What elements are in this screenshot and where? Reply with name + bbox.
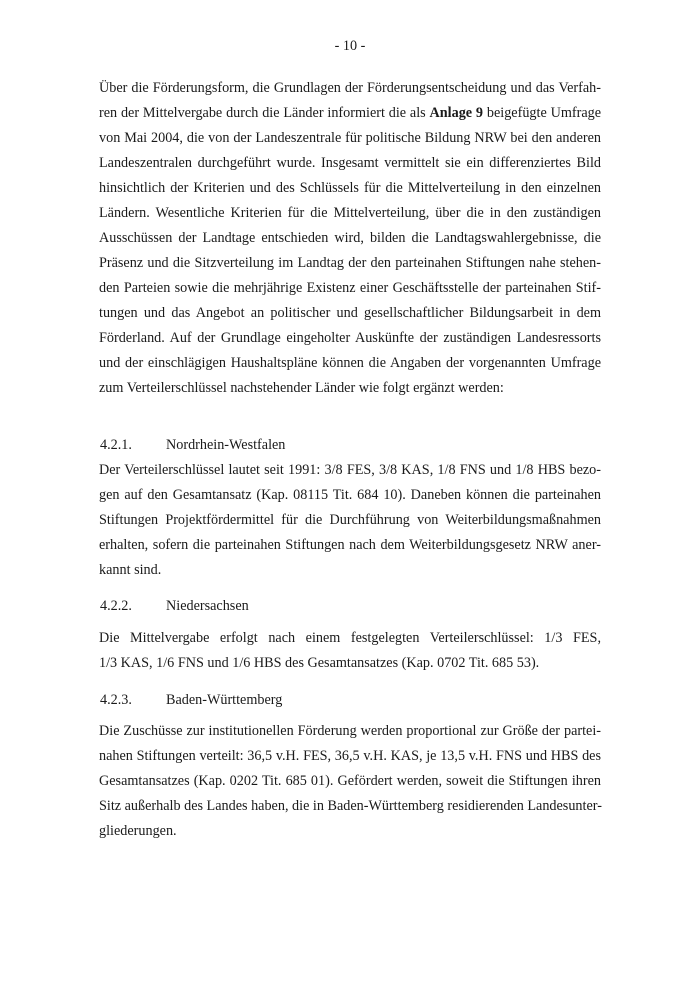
paragraph-line: gen auf den Gesamtansatz (Kap. 08115 Tit. 684 10). Daneben können die parteinahen (99, 487, 601, 503)
paragraph-line: Förderland. Auf der Grundlage eingeholter Auskünfte der zuständigen Landesressorts (99, 330, 601, 346)
paragraph-line: und der einschlägigen Haushaltspläne können die Angaben der vorgenannten Umfrage (99, 355, 601, 371)
paragraph-line: Stiftungen Projektfördermittel für die Durchführung von Weiterbildungsmaßnahmen (99, 512, 601, 528)
section-number: 4.2.3. (100, 692, 132, 708)
paragraph-line: Präsenz und die Sitzverteilung im Landtag der den parteinahen Stiftungen nahe stehen- (99, 255, 601, 271)
page-number: - 10 - (334, 38, 366, 54)
paragraph-line: nahen Stiftungen verteilt: 36,5 v.H. FES, 36,5 v.H. KAS, je 13,5 v.H. FNS und HBS des (99, 748, 601, 764)
paragraph-line: erhalten, sofern die parteinahen Stiftungen nach dem Weiterbildungsgesetz NRW aner- (99, 537, 601, 553)
paragraph-line: tungen und das Angebot an politischer und gesellschaftlicher Bildungsarbeit in dem (99, 305, 601, 321)
paragraph-line: Der Verteilerschlüssel lautet seit 1991: 3/8 FES, 3/8 KAS, 1/8 FNS und 1/8 HBS bezo- (99, 462, 601, 478)
section-title: Nordrhein-Westfalen (166, 437, 286, 453)
paragraph-line: Sitz außerhalb des Landes haben, die in Baden-Württemberg residierenden Landesunter- (99, 798, 602, 814)
paragraph-line: Ausschüssen der Landtage entschieden wird, bilden die Landtagswahlergebnisse, die (99, 230, 601, 246)
paragraph-line: 1/3 KAS, 1/6 FNS und 1/6 HBS des Gesamtansatzes (Kap. 0702 Tit. 685 53). (99, 655, 540, 671)
paragraph-line: hinsichtlich der Kriterien und des Schlüssels für die Mittelverteilung in den einzelnen (99, 180, 601, 196)
paragraph-line: den Parteien sowie die mehrjährige Existenz einer Geschäftsstelle der parteinahen Stif- (99, 280, 601, 296)
annex-reference: Anlage 9 (429, 105, 484, 121)
section-title: Baden-Württemberg (166, 692, 283, 708)
text-run: beigefügte Umfrage (483, 105, 602, 121)
paragraph-line: Ländern. Wesentliche Kriterien für die Mittelverteilung, über die in den zuständigen (99, 205, 601, 221)
paragraph-line: gliederungen. (99, 823, 177, 839)
text-run: ren der Mittelvergabe durch die Länder informiert die als (99, 105, 430, 121)
section-number: 4.2.2. (100, 598, 132, 614)
paragraph-line: Über die Förderungsform, die Grundlagen der Förderungsentscheidung und das Verfah- (99, 80, 601, 96)
section-number: 4.2.1. (100, 437, 132, 453)
paragraph-line: Die Mittelvergabe erfolgt nach einem festgelegten Verteilerschlüssel: 1/3 FES, (99, 630, 601, 646)
paragraph-line: Gesamtansatzes (Kap. 0202 Tit. 685 01). Gefördert werden, soweit die Stiftungen ihren (99, 773, 601, 789)
paragraph-line: von Mai 2004, die von der Landeszentrale für politische Bildung NRW bei den anderen (99, 130, 601, 146)
paragraph-line (99, 101, 601, 125)
section-title: Niedersachsen (166, 598, 249, 614)
paragraph-line: Landeszentralen durchgeführt wurde. Insgesamt vermittelt sie ein differenziertes Bild (99, 155, 601, 171)
paragraph-line: kannt sind. (99, 562, 162, 578)
paragraph-line: Die Zuschüsse zur institutionellen Förderung werden proportional zur Größe der partei- (99, 723, 601, 739)
paragraph-line: zum Verteilerschlüssel nachstehender Länder wie folgt ergänzt werden: (99, 380, 504, 396)
